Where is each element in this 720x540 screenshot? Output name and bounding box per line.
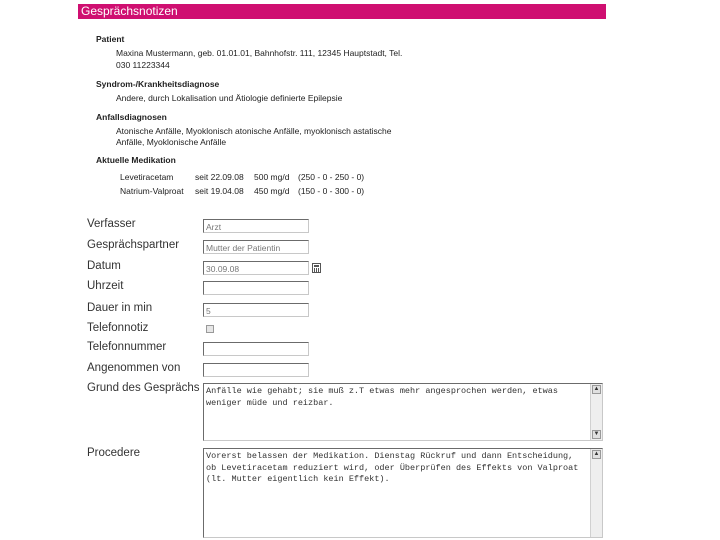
phone-number-field[interactable] [203, 342, 309, 356]
medication-since: seit 19.04.08 [195, 186, 244, 196]
reason-label: Grund des Gesprächs [87, 382, 200, 394]
partner-field[interactable]: Mutter der Patientin [203, 240, 309, 254]
duration-field[interactable]: 5 [203, 303, 309, 317]
procedure-textarea[interactable] [203, 448, 603, 538]
partner-label: Gesprächspartner [87, 239, 180, 251]
medication-since: seit 22.09.08 [195, 172, 244, 182]
accepted-by-label: Angenommen von [87, 362, 181, 374]
patient-line-1: Maxina Mustermann, geb. 01.01.01, Bahnhofstr. 111, 12345 Hauptstadt, Tel. [116, 48, 403, 58]
author-label: Verfasser [87, 218, 136, 230]
phone-number-label: Telefonnummer [87, 341, 167, 353]
accepted-by-field[interactable] [203, 363, 309, 377]
date-label: Datum [87, 260, 121, 272]
medication-heading: Aktuelle Medikation [96, 155, 176, 165]
title-bar [78, 4, 606, 19]
medication-name: Natrium-Valproat [120, 186, 184, 196]
procedure-scrollbar[interactable] [590, 449, 602, 537]
patient-heading: Patient [96, 34, 125, 44]
reason-scrollbar[interactable] [590, 384, 602, 440]
procedure-label: Procedere [87, 447, 141, 459]
date-field[interactable]: 30.09.08 [203, 261, 309, 275]
time-field[interactable] [203, 281, 309, 295]
window-title: Gesprächsnotizen [81, 4, 178, 18]
procedure-text: Vorerst belassen der Medikation. Dienstag Rückruf und dann Entscheidung, ob Levetiracetam reduziert wird, oder Überprüfen des Effekts von Valproat (lt. Mutter eigentlich kein Effekt). [206, 451, 584, 484]
time-label: Uhrzeit [87, 280, 124, 292]
phone-note-label: Telefonnotiz [87, 322, 149, 334]
calendar-icon[interactable] [312, 263, 321, 273]
reason-text: Anfälle wie gehabt; sie muß z.T etwas mehr angesprochen werden, etwas weniger müde und reizbar. [206, 386, 564, 408]
scroll-down-icon[interactable]: ▼ [593, 431, 600, 437]
seizures-line-1: Atonische Anfälle, Myoklonisch atonische Anfälle, myoklonisch astatische [116, 126, 392, 136]
duration-label: Dauer in min [87, 302, 153, 314]
author-field[interactable]: Arzt [203, 219, 309, 233]
seizures-line-2: Anfälle, Myoklonische Anfälle [116, 137, 227, 147]
medication-dose: 450 mg/d [254, 186, 290, 196]
medication-schedule: (150 - 0 - 300 - 0) [298, 186, 365, 196]
diagnosis-heading: Syndrom-/Krankheitsdiagnose [96, 79, 220, 89]
patient-line-2: 030 11223344 [116, 60, 170, 70]
seizures-heading: Anfallsdiagnosen [96, 112, 167, 122]
reason-textarea[interactable] [203, 383, 603, 441]
scroll-up-icon[interactable]: ▲ [593, 451, 600, 457]
phone-note-checkbox[interactable] [206, 325, 214, 333]
medication-name: Levetiracetam [120, 172, 174, 182]
medication-dose: 500 mg/d [254, 172, 290, 182]
scroll-up-icon[interactable]: ▲ [593, 386, 600, 392]
diagnosis-text: Andere, durch Lokalisation und Ätiologie definierte Epilepsie [116, 93, 343, 103]
medication-schedule: (250 - 0 - 250 - 0) [298, 172, 365, 182]
